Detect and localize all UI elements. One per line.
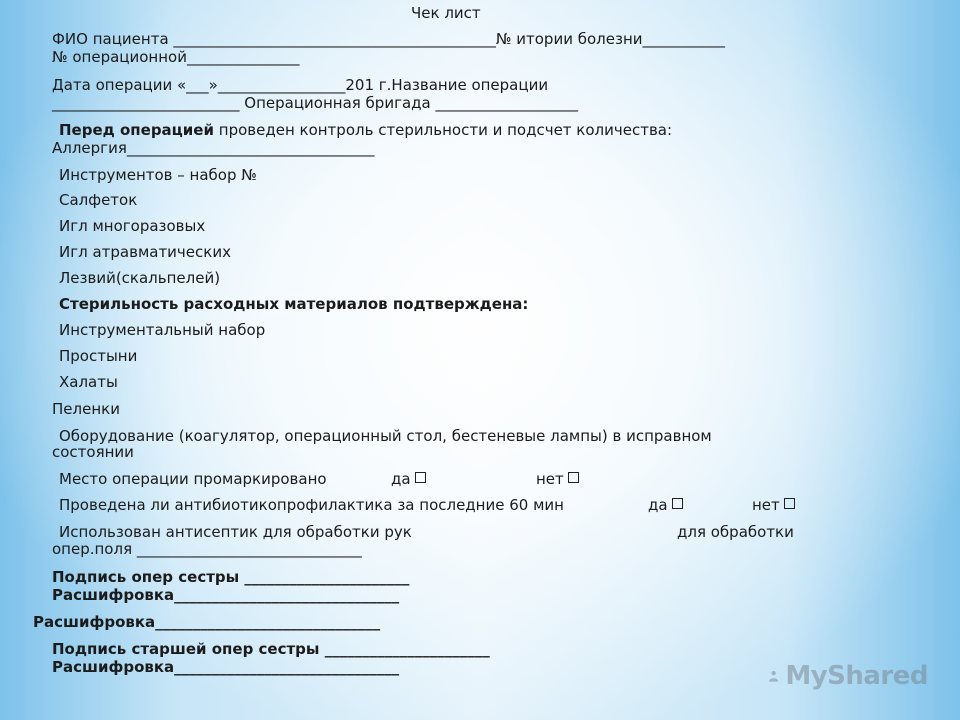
- count-item-napkins: Салфеток: [59, 191, 138, 209]
- operating-room-line: № операционной_______________: [52, 48, 300, 66]
- antiseptic-field-label: для обработки: [677, 523, 794, 541]
- myshared-watermark: [768, 656, 928, 696]
- nurse-signature-line: Подпись опер сестры ______________________: [52, 568, 410, 586]
- marked-yes-label: да: [391, 470, 411, 488]
- antibiotic-no[interactable]: [752, 497, 795, 513]
- antibiotic-label: Проведена ли антибиотикопрофилактика за последние 60 мин: [59, 496, 564, 514]
- marked-no[interactable]: [536, 471, 579, 487]
- count-item-reusable-needles: Игл многоразовых: [59, 217, 206, 235]
- sterility-item-diapers: Пеленки: [52, 400, 120, 418]
- operation-team-line: _________________________ Операционная бригада ___________________: [52, 94, 578, 112]
- sterility-item-sheets: Простыни: [59, 347, 138, 365]
- marked-no-label: нет: [536, 470, 564, 488]
- sterility-item-instrument-set: Инструментальный набор: [59, 321, 266, 339]
- checkbox-icon[interactable]: [784, 498, 795, 509]
- marked-label: Место операции промаркировано: [59, 470, 327, 488]
- antibiotic-no-label: нет: [752, 496, 780, 514]
- allergy-line: Аллергия_________________________________: [52, 139, 375, 157]
- checkbox-icon[interactable]: [415, 472, 426, 483]
- antiseptic-field-line: опер.поля ______________________________: [52, 540, 362, 558]
- marked-yes[interactable]: [391, 471, 426, 487]
- decode-line-2: Расшифровка______________________________: [33, 613, 381, 631]
- count-item-blades: Лезвий(скальпелей): [59, 269, 221, 287]
- precheck-line: [59, 122, 672, 138]
- sterility-item-gowns: Халаты: [59, 373, 118, 391]
- precheck-bold: Перед операцией: [59, 121, 214, 139]
- antibiotic-yes[interactable]: [648, 497, 683, 513]
- patient-name-line: ФИО пациента ___________________________________________№ итории болезни___________: [52, 30, 725, 48]
- equipment-line: Оборудование (коагулятор, операционный стол, бестеневые лампы) в исправном: [59, 427, 712, 445]
- precheck-rest: проведен контроль стерильности и подсчет количества:: [214, 121, 673, 139]
- checkbox-icon[interactable]: [568, 472, 579, 483]
- senior-nurse-signature-line: Подпись старшей опер сестры ______________________: [52, 640, 490, 658]
- count-item-atraumatic-needles: Игл атравматических: [59, 243, 231, 261]
- checkbox-icon[interactable]: [672, 498, 683, 509]
- watermark-text: MyShared: [785, 661, 928, 691]
- antibiotic-yes-label: да: [648, 496, 668, 514]
- nurse-decode-line: Расшифровка______________________________: [52, 586, 400, 604]
- sterility-heading: Стерильность расходных материалов подтверждена:: [59, 295, 529, 313]
- operation-date-line: Дата операции «___»_________________201 г.Название операции: [52, 76, 549, 94]
- count-item-instruments: Инструментов – набор №: [59, 166, 257, 184]
- antiseptic-label: Использован антисептик для обработки рук: [59, 523, 412, 541]
- document-title: Чек лист: [411, 4, 481, 22]
- equipment-line-cont: состоянии: [52, 443, 134, 461]
- senior-nurse-decode-line: Расшифровка______________________________: [52, 658, 400, 676]
- myshared-logo-icon: [768, 659, 779, 693]
